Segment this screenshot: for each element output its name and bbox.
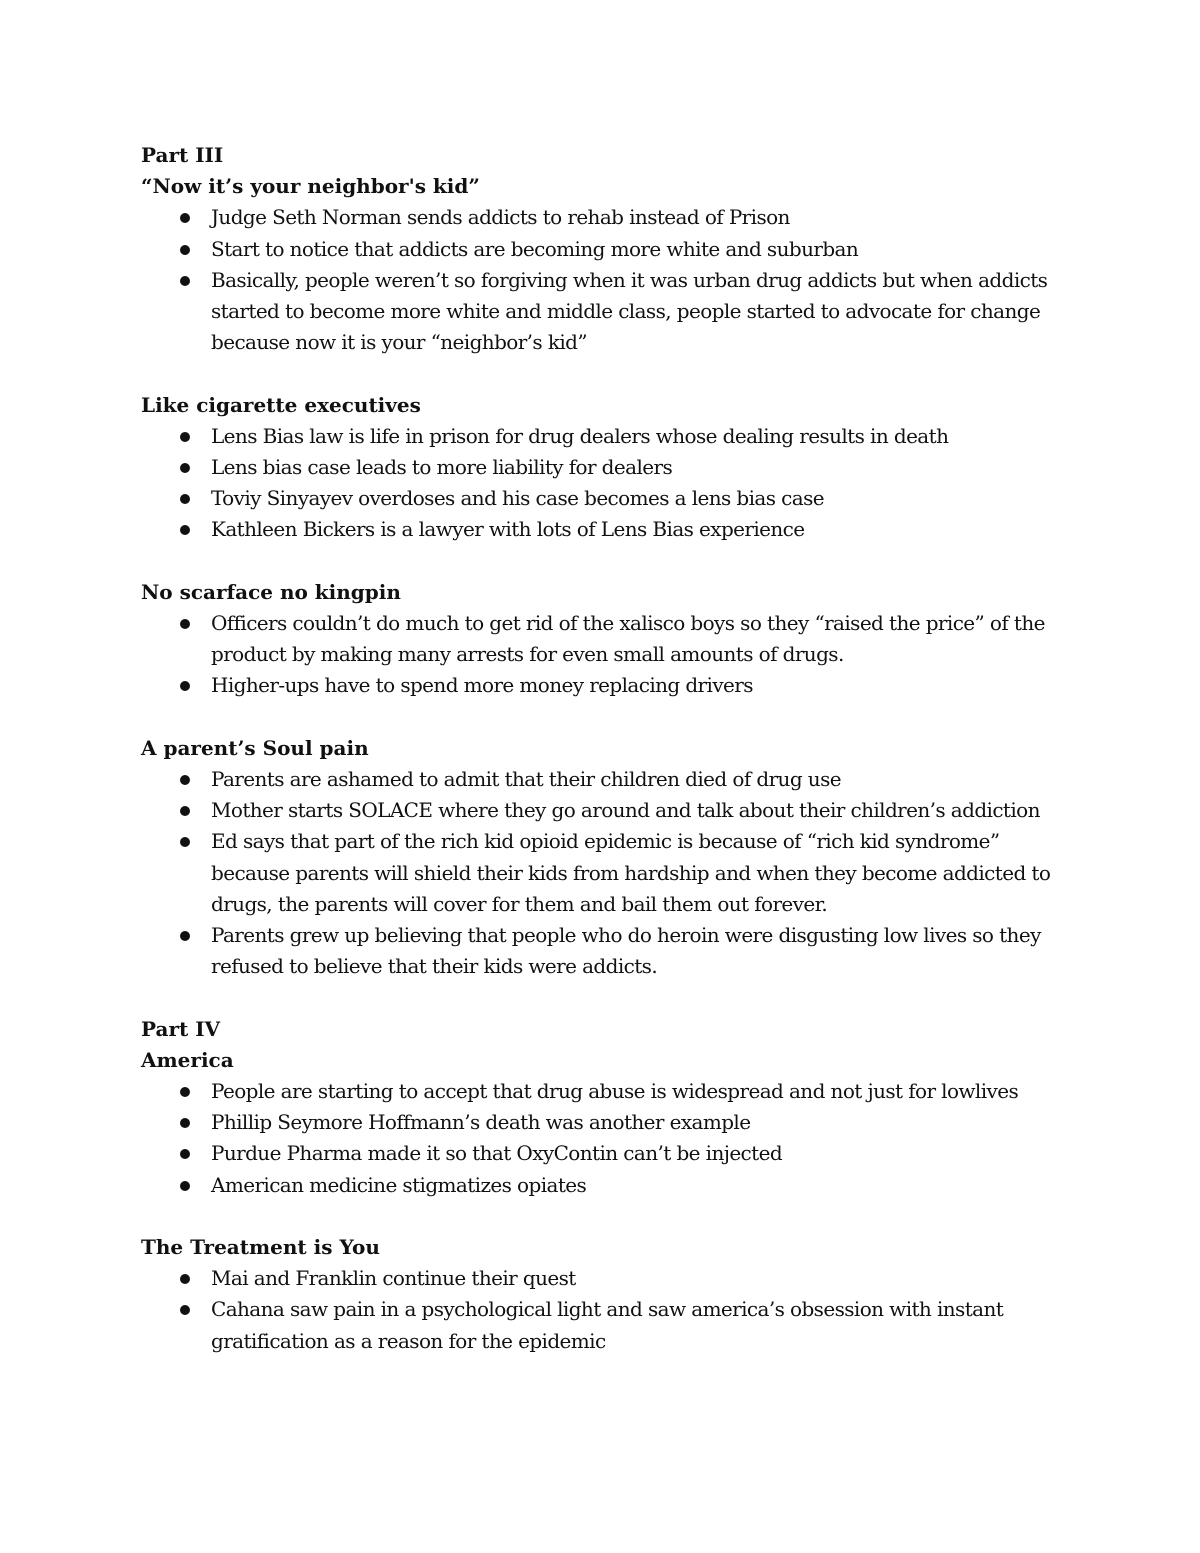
list-item-text: Higher-ups have to spend more money replacing drivers — [211, 673, 753, 698]
paragraph-spacer — [141, 702, 1061, 733]
bullet-icon — [180, 806, 190, 816]
list-item-text: Mother starts SOLACE where they go around and talk about their children’s addiction — [211, 798, 1040, 823]
section-heading: The Treatment is You — [141, 1234, 380, 1259]
list-item-text: Cahana saw pain in a psychological light and saw america’s obsession with instant gratification as a reason for the epidemic — [211, 1297, 1004, 1353]
bullet-icon — [180, 1181, 190, 1191]
list-item-text: Phillip Seymore Hoffmann’s death was another example — [211, 1110, 751, 1135]
list-item — [141, 483, 1061, 514]
list-item-text: Mai and Franklin continue their quest — [211, 1266, 576, 1291]
bullet-list — [141, 202, 1061, 358]
section-heading: “Now it’s your neighbor's kid” — [141, 174, 480, 199]
list-item — [141, 234, 1061, 265]
list-item — [141, 202, 1061, 233]
paragraph-spacer — [141, 546, 1061, 577]
bullet-icon — [180, 1274, 190, 1284]
list-item — [141, 452, 1061, 483]
list-item-text: Toviy Sinyayev overdoses and his case becomes a lens bias case — [211, 486, 825, 511]
bullet-icon — [180, 1305, 190, 1315]
bullet-icon — [180, 1149, 190, 1159]
bullet-icon — [180, 463, 190, 473]
paragraph-spacer — [141, 358, 1061, 389]
bullet-icon — [180, 525, 190, 535]
section-a-parents-soul-pain — [141, 733, 1061, 983]
list-item-text: American medicine stigmatizes opiates — [211, 1172, 587, 1197]
list-item-text: Kathleen Bickers is a lawyer with lots of Lens Bias experience — [211, 517, 805, 542]
bullet-list — [141, 1263, 1061, 1357]
list-item-text: People are starting to accept that drug abuse is widespread and not just for lowlives — [211, 1078, 1019, 1103]
bullet-icon — [180, 837, 190, 847]
bullet-icon — [180, 494, 190, 504]
bullet-icon — [180, 931, 190, 941]
section-heading: Part III — [141, 143, 224, 167]
section-heading: Part IV — [141, 1016, 221, 1041]
bullet-icon — [180, 775, 190, 785]
bullet-icon — [180, 1087, 190, 1097]
section-heading: America — [141, 1047, 234, 1072]
bullet-icon — [180, 276, 190, 286]
list-item-text: Parents are ashamed to admit that their children died of drug use — [211, 766, 841, 791]
list-item — [141, 1263, 1061, 1294]
list-item-text: Lens Bias law is life in prison for drug dealers whose dealing results in death — [211, 423, 949, 448]
list-item — [141, 764, 1061, 795]
bullet-icon — [180, 1118, 190, 1128]
list-item-text: Officers couldn’t do much to get rid of the xalisco boys so they “raised the price” of the product by making many arrests for even small amounts of drugs. — [211, 610, 1045, 667]
section-part-iii — [141, 140, 1061, 358]
list-item-text: Basically, people weren’t so forgiving when it was urban drug addicts but when addicts started to become more white and middle class, people started to advocate for change because now it is your “neighbor’s kid” — [211, 267, 1048, 355]
section-like-cigarette-executives — [141, 390, 1061, 546]
list-item — [141, 1294, 1061, 1356]
list-item — [141, 1076, 1061, 1107]
list-item — [141, 265, 1061, 359]
list-item-text: Ed says that part of the rich kid opioid epidemic is because of “rich kid syndrome” because parents will shield their kids from hardship and when they become addicted to drugs, the parents will cover for them and bail them out forever. — [211, 829, 1051, 916]
paragraph-spacer — [141, 1201, 1061, 1232]
bullet-list — [141, 608, 1061, 702]
section-the-treatment-is-you — [141, 1232, 1061, 1357]
list-item — [141, 1138, 1061, 1169]
list-item — [141, 920, 1061, 982]
bullet-list — [141, 421, 1061, 546]
list-item-text: Start to notice that addicts are becoming more white and suburban — [211, 236, 859, 261]
list-item — [141, 608, 1061, 670]
list-item — [141, 1107, 1061, 1138]
bullet-list — [141, 764, 1061, 982]
bullet-icon — [180, 432, 190, 442]
section-heading: A parent’s Soul pain — [141, 735, 369, 760]
list-item-text: Parents grew up believing that people who do heroin were disgusting low lives so they refused to believe that their kids were addicts. — [211, 922, 1041, 979]
bullet-icon — [180, 619, 190, 629]
paragraph-spacer — [141, 982, 1061, 1013]
section-no-scarface-no-kingpin — [141, 577, 1061, 702]
list-item-text: Lens bias case leads to more liability for dealers — [211, 454, 673, 479]
list-item — [141, 826, 1061, 920]
bullet-icon — [180, 213, 190, 223]
list-item-text: Judge Seth Norman sends addicts to rehab instead of Prison — [211, 205, 790, 230]
list-item — [141, 1170, 1061, 1201]
list-item — [141, 670, 1061, 701]
bullet-icon — [180, 245, 190, 255]
section-part-iv — [141, 1014, 1061, 1201]
document-content — [141, 140, 1061, 1357]
section-heading: No scarface no kingpin — [141, 579, 401, 604]
list-item — [141, 795, 1061, 826]
list-item — [141, 514, 1061, 545]
list-item — [141, 421, 1061, 452]
bullet-list — [141, 1076, 1061, 1201]
bullet-icon — [180, 681, 190, 691]
section-heading: Like cigarette executives — [141, 392, 421, 417]
list-item-text: Purdue Pharma made it so that OxyContin can’t be injected — [211, 1141, 783, 1166]
